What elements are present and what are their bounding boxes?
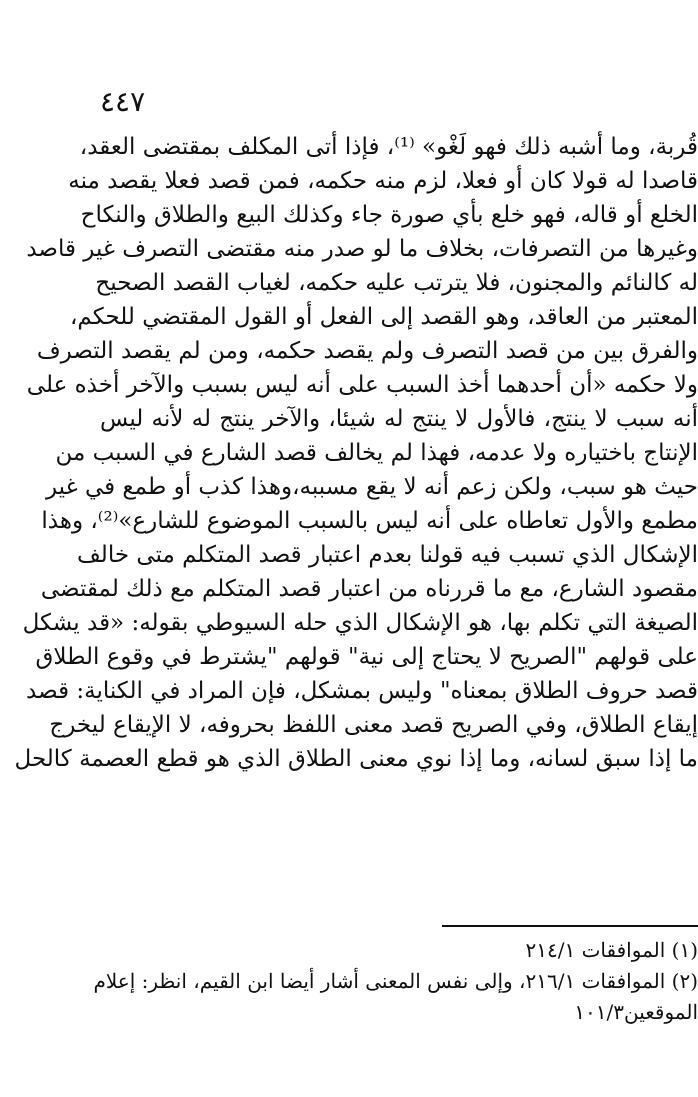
text-line: ما إذا سبق لسانه، وما إذا نوي معنى الطلاق الذي هو قطع العصمة كالحل	[14, 746, 698, 772]
text-line: الإنتاج باختياره ولا عدمه، فهذا لم يخالف قصد الشارع في السبب من	[55, 440, 698, 466]
footnote-line: (١) الموافقات ٢١٤/١	[525, 938, 698, 962]
text-line: الإشكال الذي تسبب فيه قولنا بعدم اعتبار قصد المتكلم متى خالف	[77, 542, 698, 568]
text-line: قاصدا له قولا كان أو فعلا، لزم منه حكمه، فمن قصد فعلا يقصد منه	[68, 168, 698, 194]
text-line: ولا حكمه «أن أحدهما أخذ السبب على أنه ليس بسبب والآخر أخذه على	[26, 372, 698, 398]
text-line: حيث هو سبب، ولكن زعم أنه لا يقع مسببه،وهذا كذب أو طمع في غير	[45, 474, 698, 500]
text-line: إيقاع الطلاق، وفي الصريح قصد معنى اللفظ بحروفه، لا الإيقاع ليخرج	[49, 712, 698, 738]
text-line: الصيغة التي تكلم بها، هو الإشكال الذي حله السيوطي بقوله: «قد يشكل	[22, 610, 698, 636]
footnote-line: (٢) الموافقات ٢١٦/١، وإلى نفس المعنى أشار أيضا ابن القيم، انظر: إعلام	[93, 969, 698, 993]
footnote-divider	[442, 925, 698, 927]
footnotes	[93, 935, 698, 1028]
page-number: ٤٤٧	[100, 85, 146, 118]
main-text	[14, 130, 698, 776]
text-line: وغيرها من التصرفات، بخلاف ما لو صدر منه مقتضى التصرف غير قاصد	[26, 236, 698, 262]
text-line: الخلع أو قاله، فهو خلع بأي صورة جاء وكذلك البيع والطلاق والنكاح	[80, 202, 698, 228]
text-line: قصد حروف الطلاق بمعناه" وليس بمشكل، فإن المراد في الكناية: قصد	[26, 678, 698, 704]
footnote-line: الموقعين١٠١/٣	[574, 1000, 698, 1024]
text-line: أنه سبب لا ينتج، فالأول لا ينتج له شيئا، والآخر ينتج له لأنه ليس	[100, 406, 698, 432]
text-line: مطمع والأول تعاطاه على أنه ليس بالسبب الموضوع للشارع»⁽²⁾، وهذا	[41, 508, 698, 534]
text-line: قُربة، وما أشبه ذلك فهو لَغْو» ⁽¹⁾، فإذا أتى المكلف بمقتضى العقد،	[79, 134, 698, 160]
text-line: له كالنائم والمجنون، فلا يترتب عليه حكمه، لغياب القصد الصحيح	[95, 270, 698, 296]
text-line: والفرق بين من قصد التصرف ولم يقصد حكمه، ومن لم يقصد التصرف	[36, 338, 698, 364]
text-line: مقصود الشارع، مع ما قررناه من اعتبار قصد المتكلم مع ذلك لمقتضى	[40, 576, 698, 602]
text-line: على قولهم "الصريح لا يحتاج إلى نية" قولهم "يشترط في وقوع الطلاق	[35, 644, 698, 670]
text-line: المعتبر من العاقد، وهو القصد إلى الفعل أو القول المقتضي للحكم،	[70, 304, 698, 330]
